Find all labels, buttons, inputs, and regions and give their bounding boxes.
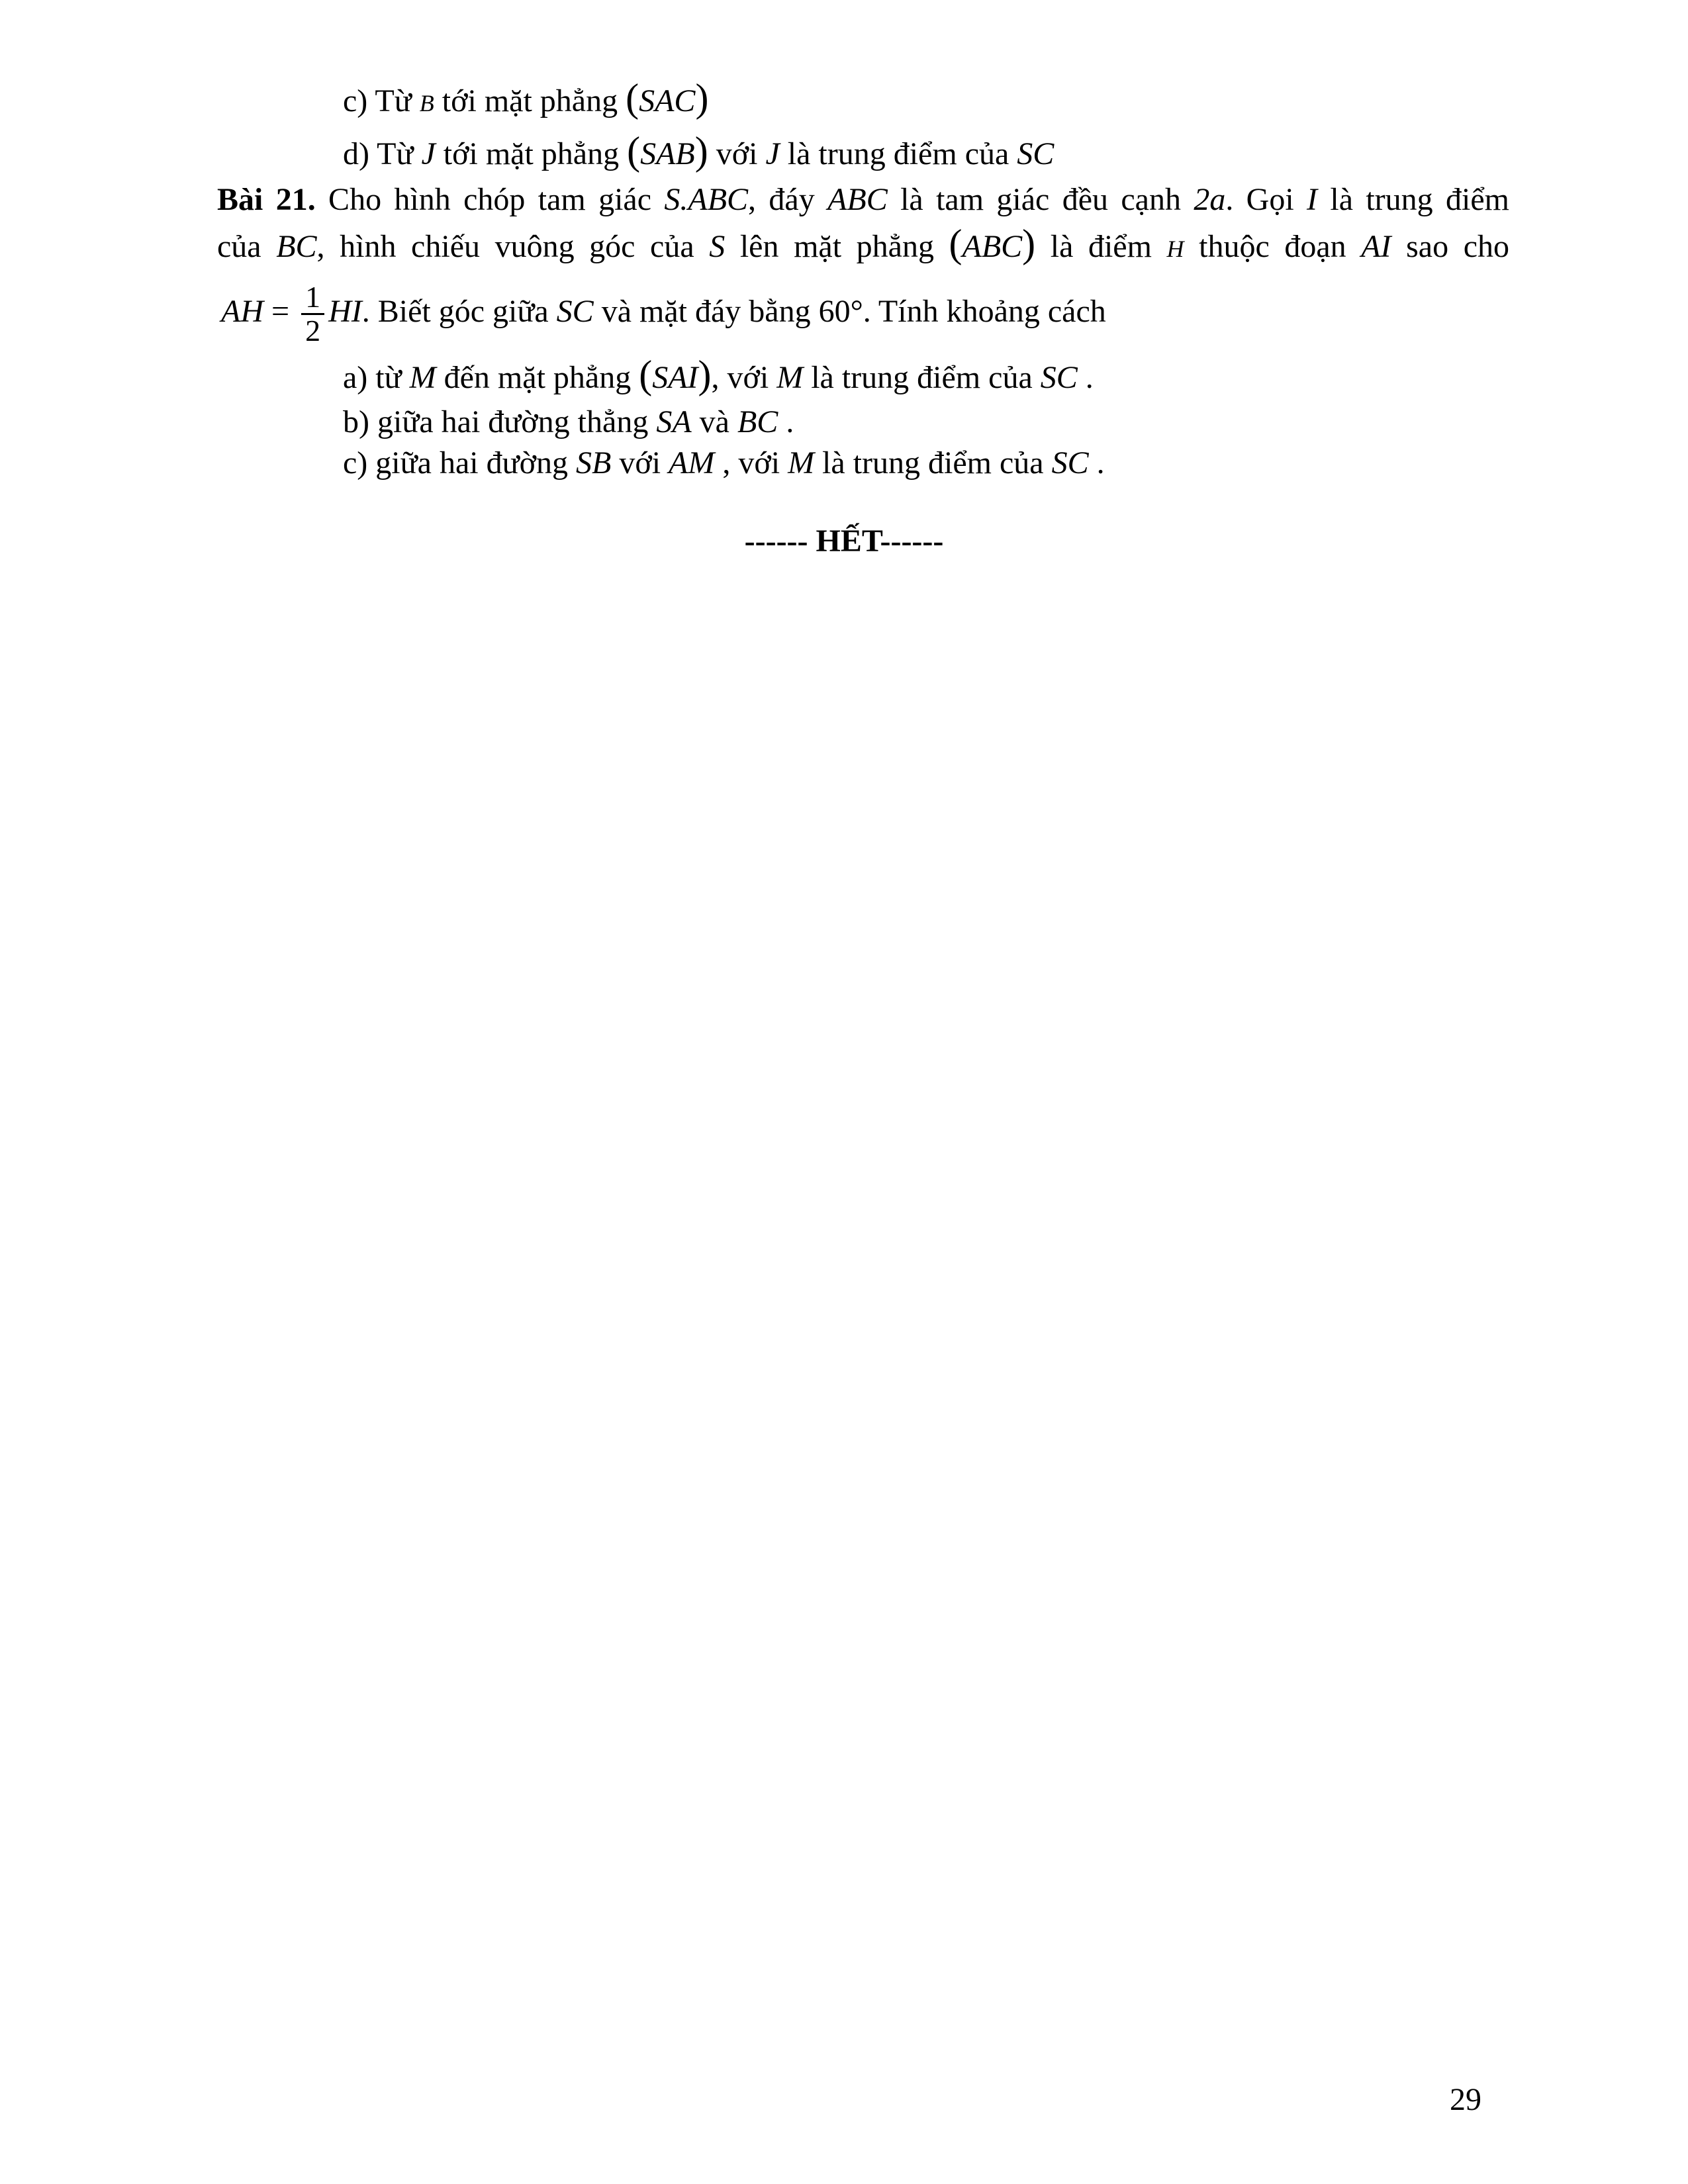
problem-line-2 (217, 224, 1509, 269)
page-number: 29 (1450, 2082, 1481, 2117)
math-point: M (409, 360, 436, 395)
text-span: . (778, 404, 794, 439)
text-span: là trung điểm của (803, 360, 1041, 395)
text-span: Cho hình chóp tam giác (315, 182, 665, 217)
text-span: là trung điểm (1317, 182, 1509, 217)
math-point: M (776, 360, 804, 395)
paren-open: ( (626, 76, 639, 120)
text-span: là trung điểm của (779, 136, 1017, 171)
paren-close: ) (695, 76, 709, 120)
text-span: đến mặt phẳng (436, 360, 639, 395)
text-span: lên mặt phẳng (725, 229, 949, 264)
math-point: S (709, 229, 726, 264)
problem-line-1 (217, 180, 1509, 220)
item-d-previous (343, 131, 1054, 174)
math-length: 2a (1194, 182, 1226, 217)
text-span: và mặt đáy bằng (593, 294, 819, 329)
math-fraction (301, 281, 324, 347)
math-point: H (1166, 236, 1184, 262)
paren-open: ( (949, 222, 962, 265)
problem-title: Bài 21. (217, 182, 316, 217)
fraction-denominator: 2 (305, 314, 321, 348)
paren-open: ( (639, 353, 653, 396)
math-segment: AI (1361, 229, 1391, 264)
text-span: a) từ (343, 360, 410, 395)
fraction-numerator: 1 (301, 281, 324, 315)
subquestion-b (343, 402, 794, 442)
text-span: . Biết góc giữa (361, 294, 557, 329)
math-segment: HI (328, 294, 362, 329)
math-segment: SB (575, 445, 612, 480)
problem-line-3 (221, 275, 1106, 348)
text-span: và (691, 404, 737, 439)
paren-close: ) (694, 129, 708, 173)
text-span: , với (714, 445, 788, 480)
paren-close: ) (1022, 222, 1036, 265)
math-plane: ABC (962, 229, 1023, 264)
math-point: J (421, 136, 436, 171)
text-span: , với (711, 360, 777, 395)
math-point: B (419, 90, 434, 116)
text-span: . (1077, 360, 1094, 395)
math-equals: = (263, 294, 298, 329)
paren-open: ( (627, 129, 641, 173)
text-span: là trung điểm của (814, 445, 1052, 480)
math-point: I (1307, 182, 1317, 217)
math-triangle: ABC (827, 182, 888, 217)
text-span: sao cho (1391, 229, 1510, 264)
item-label: c) Từ (343, 83, 420, 118)
text-span: . (1088, 445, 1105, 480)
text-span: c) giữa hai đường (343, 445, 576, 480)
end-marker: ------ HẾT------ (744, 523, 944, 559)
math-segment: SC (1017, 136, 1055, 171)
text-span: với (611, 445, 669, 480)
text-span: của (217, 229, 277, 264)
math-angle: 60° (818, 294, 863, 329)
text-span: . Tính khoảng cách (863, 294, 1106, 329)
text-span: , hình chiếu vuông góc của (316, 229, 710, 264)
math-pyramid: S.ABC (664, 182, 749, 217)
math-plane: SAB (640, 136, 695, 171)
math-segment: SA (656, 404, 692, 439)
math-point: J (765, 136, 780, 171)
subquestion-c (343, 443, 1105, 483)
text-span: thuộc đoạn (1184, 229, 1362, 264)
math-segment: SC (1051, 445, 1089, 480)
text-span: tới mặt phẳng (434, 83, 626, 118)
subquestion-a (343, 355, 1094, 398)
text-span: tới mặt phẳng (435, 136, 628, 171)
text-span: là điểm (1035, 229, 1167, 264)
text-span: là tam giác đều cạnh (887, 182, 1194, 217)
math-segment: AH (221, 294, 263, 329)
paren-close: ) (698, 353, 712, 396)
math-point: M (788, 445, 815, 480)
text-span: b) giữa hai đường thẳng (343, 404, 657, 439)
math-segment: AM (669, 445, 715, 480)
text-span: , đáy (748, 182, 828, 217)
math-plane: SAC (639, 83, 696, 118)
math-plane: SAI (652, 360, 698, 395)
text-span: . Gọi (1225, 182, 1307, 217)
item-c-previous (343, 78, 708, 123)
math-segment: SC (1040, 360, 1078, 395)
math-segment: BC (276, 229, 317, 264)
item-label: d) Từ (343, 136, 422, 171)
math-segment: BC (737, 404, 778, 439)
text-span: với (708, 136, 766, 171)
math-segment: SC (556, 294, 594, 329)
